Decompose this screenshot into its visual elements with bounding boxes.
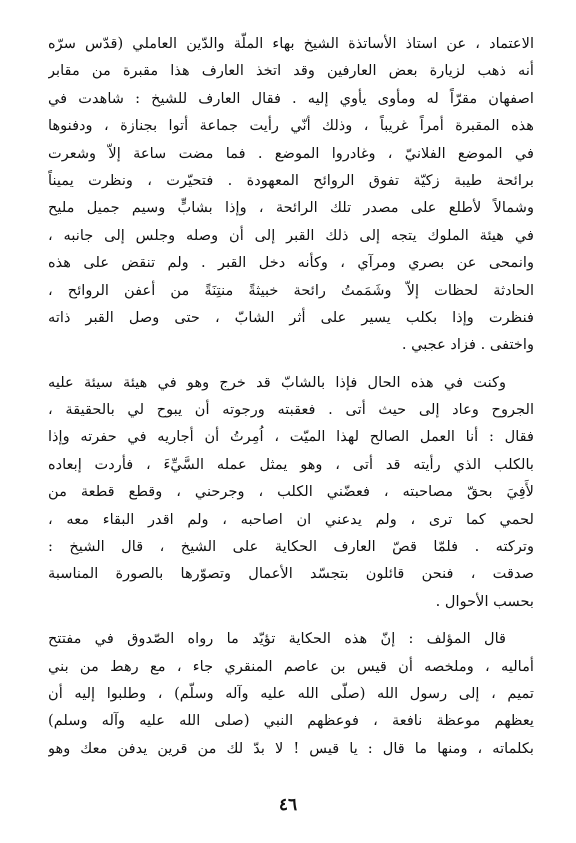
text-line: اصفهان مقرّاً له ومأوى يأوي إليه . فقال العارف للشيخ : شاهدت في — [48, 89, 534, 107]
text-line: لأَفِيَ بحقّ مصاحبته ، فعضّني الكلب ، وجرحني ، وقطع قطعة من — [48, 483, 534, 501]
paragraph-gap — [48, 359, 534, 369]
text-line: وكنت في هذه الحال فإذا بالشابّ قد خرج وهو في هيئة سيئة عليه — [48, 373, 506, 391]
text-line: الاعتماد ، عن استاذ الأساتذة الشيخ بهاء الملّة والدّين العاملي (قدّس سرّه — [48, 35, 534, 52]
text-line: يعظهم موعظة نافعة ، فوعظهم النبي (صلى الله عليه وآله وسلم) — [48, 712, 534, 730]
page-number: ٤٦ — [278, 795, 298, 815]
text-line: فنظرت وإذا بكلب يسير على أثر الشابّ ، حتى وصل القبر ذاته — [48, 308, 534, 326]
text-line: في الموضع الفلانيّ ، وغادروا الموضع . فما مضت ساعة إلاّ وشعرت — [48, 144, 534, 162]
page-body — [48, 30, 534, 762]
text-line: وشمالاً لأطلع على مصدر تلك الرائحة ، وإذا بشابٍّ وسيم جميل مليح — [48, 199, 534, 217]
text-line: قال المؤلف : إنّ هذه الحكاية تؤيّد ما رواه الصّدوق في مفتتح — [48, 630, 506, 648]
text-line: فقال : أنا العمل الصالح لهذا الميّت ، اُمِرتُ أن أجاريه في حفرته وإذا — [48, 428, 534, 446]
paragraph-1 — [48, 30, 534, 359]
text-line: لحمي كما ترى ، ولم يدعني ان اصاحبه ، ولم اقدر البقاء معه ، — [48, 510, 534, 528]
text-line: وانمحى عن بصري ومرآي ، وكأنه دخل القبر . ولم تنقض على هذه — [48, 254, 534, 272]
paragraph-gap — [48, 615, 534, 625]
text-line: بالكلب الذي رأيته قد أتى ، وهو يمثل عمله السَّيِّءَ ، فأردت إبعاده — [48, 455, 534, 473]
text-line: برائحة طيبة زكيّة تفوق الروائح المعهودة . فتحيّرت ، ونظرت يميناً — [48, 171, 534, 189]
text-line: أنه ذهب لزيارة بعض العارفين وقد اتخذ العارف هذا مقبرة من مقابر — [48, 62, 534, 80]
text-line: تميم ، إلى رسول الله (صلّى الله عليه وآله وسلّم) ، وطلبوا إليه أن — [48, 684, 534, 702]
text-line: الحادثة لحظات إلاّ وشَمَمتُ رائحة خبيثةً منتِنَةً من أعفن الروائح ، — [48, 281, 534, 299]
paragraph-2 — [48, 369, 534, 616]
text-line: صدقت ، فنحن قائلون بتجسّد الأعمال وتصوّرها بالصورة المناسبة — [48, 565, 534, 583]
text-line: بكلماته ، ومنها ما قال : يا قيس ! لا بدّ لك من قرين يدفن معك وهو — [48, 739, 534, 757]
text-line: الجروح وعاد إلى حيث أتى . فعقبته ورجوته أن يبوح لي بالحقيقة ، — [48, 401, 534, 419]
text-line: واختفى . فزاد عجبي . — [401, 336, 534, 354]
text-line: أماليه ، وملخصه أن قيس بن عاصم المنقري جاء ، مع رهط من بني — [48, 657, 534, 675]
text-line: بحسب الأحوال . — [435, 592, 534, 610]
text-line: في هيئة الملوك يتجه إلى ذلك القبر إلى أن وصله وجلس إلى جانبه ، — [48, 226, 534, 244]
paragraph-3 — [48, 625, 534, 762]
text-line: هذه المقبرة أمراً غريباً ، وذلك أنّي رأيت جماعة أتوا بجنازة ، ودفنوها — [48, 117, 534, 135]
text-line: وتركته . فلمّا قصّ العارف الحكاية على الشيخ ، قال الشيخ : — [48, 538, 534, 556]
